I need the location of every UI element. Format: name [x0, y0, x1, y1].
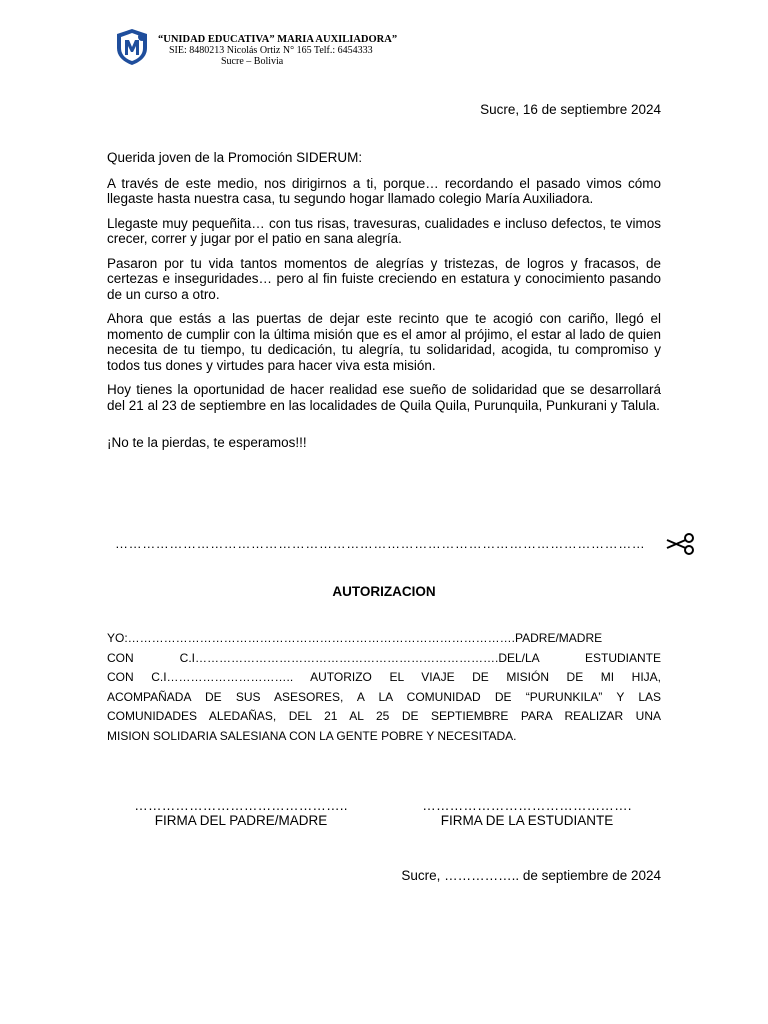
- letter-salutation: Querida joven de la Promoción SIDERUM:: [107, 150, 363, 165]
- authorization-line: COMUNIDADES ALEDAÑAS, DEL 21 AL 25 DE SEPTIEMBRE PARA REALIZAR UNA: [107, 709, 661, 724]
- signature-student: [407, 799, 647, 829]
- authorization-line: YO:…………………………………………………………………………………….PADRE/MADRE: [107, 631, 603, 645]
- cut-line: ………………………………………………………………………………………………………: [115, 536, 646, 551]
- school-contact-info: SIE: 8480213 Nicolás Ortiz N° 165 Telf.: 6454333: [169, 45, 373, 56]
- letter-paragraph: Hoy tienes la oportunidad de hacer realidad ese sueño de solidaridad que se desarrollará del 21 al 23 de septiembre en las localidades de Quila Quila, Purunquila, Punkurani y Talula.: [107, 382, 661, 413]
- signature-label: FIRMA DE LA ESTUDIANTE: [440, 813, 614, 828]
- signature-parent: [121, 799, 361, 829]
- authorization-line: ACOMPAÑADA DE SUS ASESORES, A LA COMUNIDAD DE “PURUNKILA” Y LAS: [107, 689, 661, 704]
- letter-paragraph: Pasaron por tu vida tantos momentos de alegrías y tristezas, de logros y fracasos, de certezas e inseguridades… pero al fin fuiste creciendo en estatura y conocimiento pasando de un curso a otro.: [107, 255, 661, 302]
- authorization-line: CON C.I………………………….. AUTORIZO EL VIAJE DE MISIÓN DE MI HIJA,: [107, 670, 661, 685]
- authorization-line: CON C.I………………………………………………………………….DEL/LA ESTUDIANTE: [107, 650, 661, 665]
- school-city: Sucre – Bolivia: [221, 56, 284, 67]
- school-crest-icon: [114, 28, 150, 66]
- authorization-date: Sucre, …………….. de septiembre de 2024: [401, 868, 661, 883]
- letter-paragraph: Ahora que estás a las puertas de dejar este recinto que te acogió con cariño, llegó el momento de cumplir con la última misión que es el amor al prójimo, el estar al lado de quien necesita de tu tiempo, tu dedicación, tu alegría, tu solidaridad, acogida, tu compromiso y todos tus dones y virtudes para hacer viva esta misión.: [107, 311, 661, 373]
- scissors-icon: [665, 532, 695, 556]
- signature-line: ………………………………………..: [134, 798, 348, 813]
- authorization-body: [107, 629, 661, 747]
- authorization-title: AUTORIZACION: [332, 584, 436, 599]
- authorization-line: MISION SOLIDARIA SALESIANA CON LA GENTE POBRE Y NECESITADA.: [107, 728, 517, 743]
- letter-closing: ¡No te la pierdas, te esperamos!!!: [107, 435, 307, 450]
- letter-paragraph: A través de este medio, nos dirigirnos a ti, porque… recordando el pasado vimos cómo llegaste hasta nuestra casa, tu segundo hogar llamado colegio María Auxiliadora.: [107, 175, 661, 206]
- letter-paragraph: Llegaste muy pequeñita… con tus risas, travesuras, cualidades e incluso defectos, te vimos crecer, correr y jugar por el patio en sana alegría.: [107, 215, 661, 246]
- signature-label: FIRMA DEL PADRE/MADRE: [154, 813, 328, 828]
- letter-date: Sucre, 16 de septiembre 2024: [480, 102, 661, 117]
- letter-body: [107, 150, 661, 460]
- signature-line: ……………………………………….: [422, 798, 632, 813]
- school-name: “UNIDAD EDUCATIVA” MARIA AUXILIADORA”: [158, 34, 398, 45]
